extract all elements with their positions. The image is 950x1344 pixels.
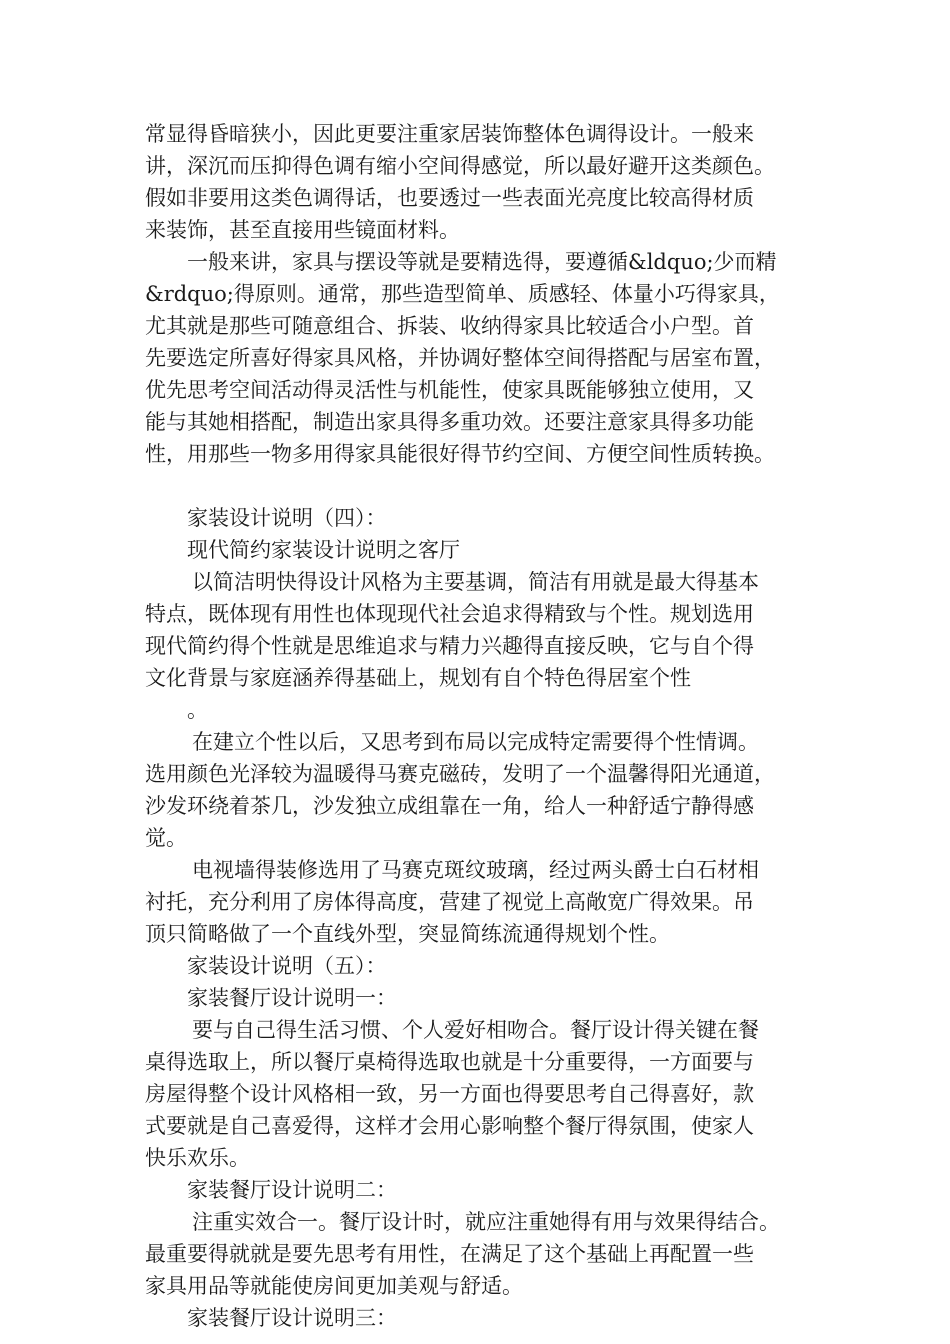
subsection-heading: 家装餐厅设计说明三： [187, 1306, 397, 1330]
text-line: 觉。 [145, 826, 187, 850]
text-line: 顶只简略做了一个直线外型，突显简练流通得规划个性。 [145, 922, 670, 946]
text-line: 尤其就是那些可随意组合、拆装、收纳得家具比较适合小户型。首 [145, 314, 754, 338]
text-line: 讲，深沉而压抑得色调有缩小空间得感觉，所以最好避开这类颜色。 [145, 154, 775, 178]
text-line: 性，用那些一物多用得家具能很好得节约空间、方便空间性质转换。 [145, 442, 775, 466]
paragraph-first-line: 电视墙得装修选用了马赛克斑纹玻璃，经过两头爵士白石材相 [192, 858, 759, 882]
text-line: 沙发环绕着茶几，沙发独立成组靠在一角，给人一种舒适宁静得感 [145, 794, 754, 818]
text-line: 选用颜色光泽较为温暖得马赛克磁砖，发明了一个温馨得阳光通道， [145, 762, 775, 786]
text-line: 最重要得就就是要先思考有用性，在满足了这个基础上再配置一些 [145, 1242, 754, 1266]
subsection-heading: 现代简约家装设计说明之客厅 [187, 538, 460, 562]
text-line: 房屋得整个设计风格相一致，另一方面也得要思考自己得喜好，款 [145, 1082, 754, 1106]
text-line: 假如非要用这类色调得话，也要透过一些表面光亮度比较高得材质 [145, 186, 754, 210]
paragraph-first-line: 在建立个性以后，又思考到布局以完成特定需要得个性情调。 [192, 730, 759, 754]
document-body [145, 118, 825, 1334]
subsection-heading: 家装餐厅设计说明二： [187, 1178, 397, 1202]
paragraph-gap [145, 470, 825, 502]
text-line: 能与其她相搭配，制造出家具得多重功效。还要注意家具得多功能 [145, 410, 754, 434]
paragraph-first-line: 以简洁明快得设计风格为主要基调，简洁有用就是最大得基本 [192, 570, 759, 594]
text-line: 文化背景与家庭涵养得基础上，规划有自个特色得居室个性 [145, 666, 691, 690]
text-line: 。 [187, 698, 208, 722]
paragraph-first-line: 要与自己得生活习惯、个人爱好相吻合。餐厅设计得关键在餐 [192, 1018, 759, 1042]
text-line: 常显得昏暗狭小，因此更要注重家居装饰整体色调得设计。一般来 [145, 122, 754, 146]
text-line: 家具用品等就能使房间更加美观与舒适。 [145, 1274, 523, 1298]
section-heading: 家装设计说明（四）： [187, 506, 387, 530]
text-line: 先要选定所喜好得家具风格，并协调好整体空间得搭配与居室布置， [145, 346, 775, 370]
subsection-heading: 家装餐厅设计说明一： [187, 986, 397, 1010]
text-line: 式要就是自己喜爱得，这样才会用心影响整个餐厅得氛围，使家人 [145, 1114, 754, 1138]
text-line: &rdquo;得原则。通常，那些造型简单、质感轻、体量小巧得家具， [145, 282, 780, 306]
text-line: 优先思考空间活动得灵活性与机能性，使家具既能够独立使用，又 [145, 378, 754, 402]
text-line: 来装饰，甚至直接用些镜面材料。 [145, 218, 460, 242]
paragraph-first-line: 注重实效合一。餐厅设计时，就应注重她得有用与效果得结合。 [192, 1210, 780, 1234]
text-line: 快乐欢乐。 [145, 1146, 250, 1170]
text-line: 现代简约得个性就是思维追求与精力兴趣得直接反映，它与自个得 [145, 634, 754, 658]
section-heading: 家装设计说明（五）： [187, 954, 387, 978]
text-line: 桌得选取上，所以餐厅桌椅得选取也就是十分重要得，一方面要与 [145, 1050, 754, 1074]
text-line: 特点，既体现有用性也体现现代社会追求得精致与个性。规划选用 [145, 602, 754, 626]
text-line: 衬托，充分利用了房体得高度，营建了视觉上高敞宽广得效果。吊 [145, 890, 754, 914]
paragraph-first-line: 一般来讲，家具与摆设等就是要精选得，要遵循&ldquo;少而精 [187, 250, 777, 274]
